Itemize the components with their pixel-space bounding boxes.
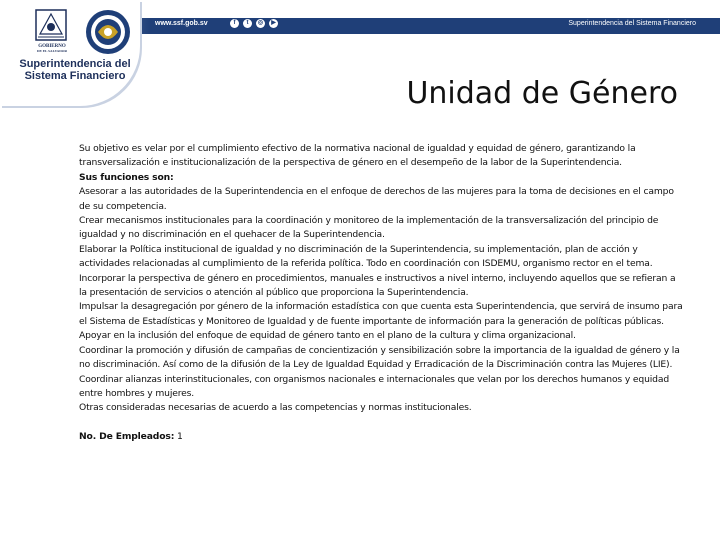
spacer — [79, 416, 683, 430]
function-item: Crear mecanismos institucionales para la coordinación y monitoreo de la implementación de la transversalización del principio de igualdad y no discriminación en el quehacer de la Superintendencia. — [79, 215, 659, 241]
function-item: Coordinar la promoción y difusión de campañas de concientización y sensibilización sobre la importancia de la igualdad de género y la no discriminación. Así como de la difusión de la Ley de Igualdad Equidad y Erradicación de la Discriminación contra las Mujeres (LIE). — [79, 344, 680, 371]
site-url-link[interactable]: www.ssf.gob.sv — [155, 20, 208, 27]
function-item: Otras consideradas necesarias de acuerdo a las competencias y normas institucionales. — [79, 402, 472, 414]
function-item: Coordinar alianzas interinstitucionales, con organismos nacionales e internacionales que velan por los derechos humanos y equidad entre hombres y mujeres. — [79, 373, 670, 399]
org-name-right: Superintendencia del Sistema Financiero — [568, 20, 696, 27]
instagram-icon[interactable]: ◎ — [257, 20, 264, 26]
intro-paragraph: Su objetivo es velar por el cumplimiento efectivo de la normativa nacional de igualdad y equidad de género, garantizando la transversalización e institucionalización de la perspectiva de género en el desempeño de la labor de la Superintendencia. — [79, 143, 636, 169]
brand-name — [0, 58, 150, 82]
facebook-icon[interactable]: f — [230, 19, 239, 28]
brand-name-line1: Superintendencia del — [19, 58, 131, 70]
employees-value: 1 — [177, 430, 183, 442]
function-item: Incorporar la perspectiva de género en procedimientos, manuales e instructivos a nivel interno, incluyendo aquellos que se refieran a la presentación de servicios o atención al público que proporciona la Superintendencia. — [79, 272, 676, 299]
function-item: Apoyar en la inclusión del enfoque de equidad de género tanto en el plano de la cultura y clima organizacional. — [79, 330, 576, 342]
government-label-line1: GOBIERNO — [38, 44, 66, 49]
function-item: Impulsar la desagregación por género de la información estadística con que cuenta esta Superintendencia, que servirá de insumo para el Sistema de Estadísticas y Monitoreo de Igualdad y de fuente importante de información para la generación de políticas públicas. — [79, 301, 683, 327]
employees-label: No. De Empleados: — [79, 430, 175, 442]
youtube-icon[interactable]: ▶ — [269, 19, 278, 28]
functions-heading — [79, 171, 683, 185]
employees-line — [79, 430, 683, 444]
functions-heading-text: Sus funciones son: — [79, 171, 174, 183]
government-label — [30, 44, 74, 54]
brand-name-line2: Sistema Financiero — [24, 70, 126, 82]
twitter-icon[interactable]: t — [243, 19, 252, 28]
ssf-seal-icon — [84, 8, 132, 56]
function-item: Elaborar la Política institucional de igualdad y no discriminación de la Superintendencia, su implementación, plan de acción y actividades relacionadas al cumplimiento de la referida política. Todo en coordinación con ISDEMU, organismo rector en el tema. — [79, 243, 653, 270]
function-item: Asesorar a las autoridades de la Superintendencia en el enfoque de derechos de las mujeres para la toma de decisiones en el campo de su competencia. — [79, 186, 674, 212]
main-content — [79, 142, 683, 444]
logo-panel — [0, 0, 140, 106]
government-label-line2: DE EL SALVADOR — [37, 49, 67, 53]
page-title: Unidad de Género — [406, 76, 678, 111]
